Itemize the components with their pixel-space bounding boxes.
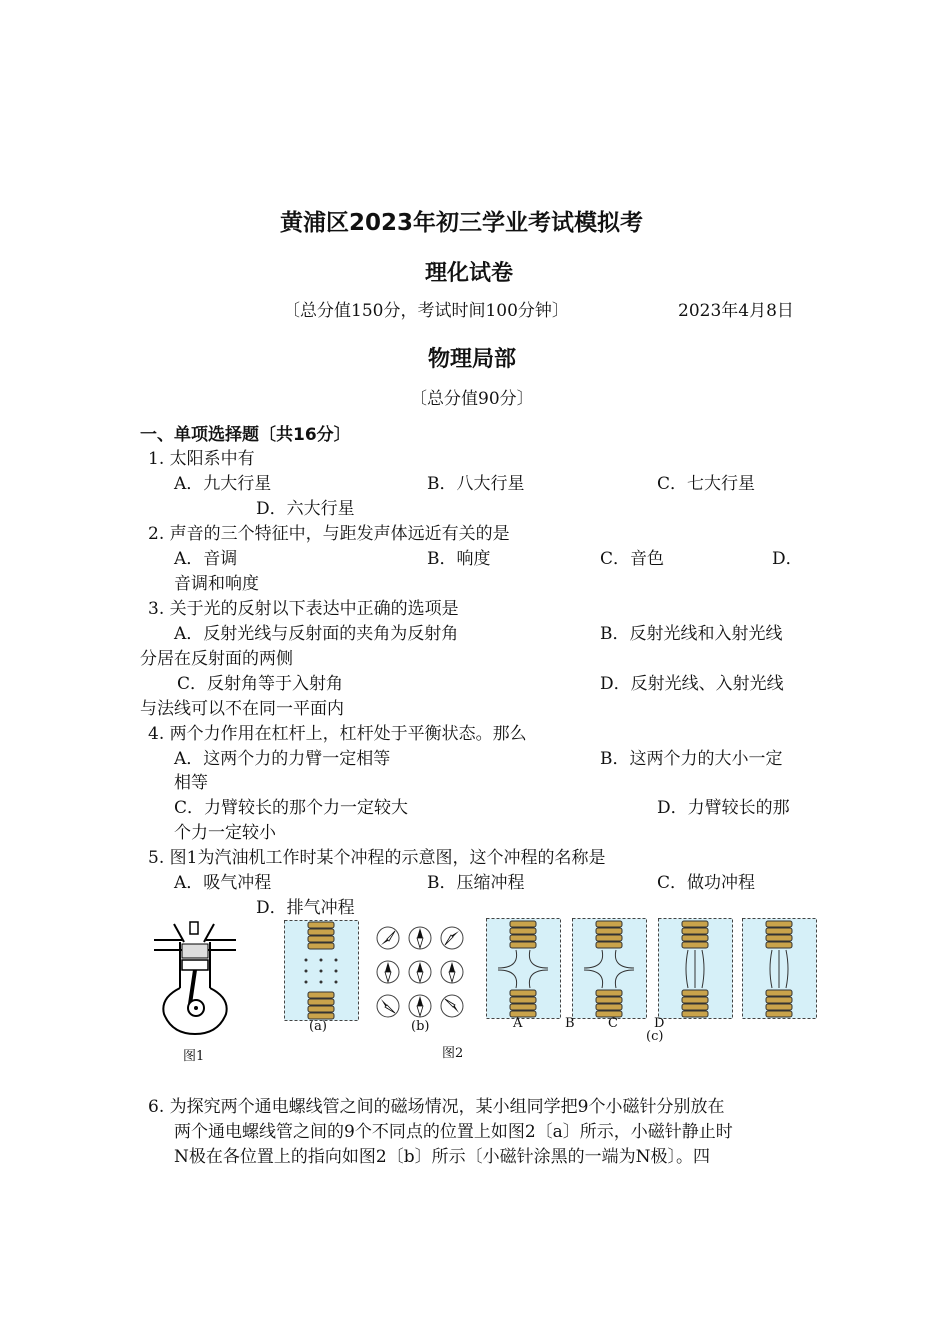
part1-title: 一、单项选择题〔共16分〕 <box>140 425 351 445</box>
q4-option-b: B．这两个力的大小一定 <box>600 749 783 769</box>
q3-option-b: B．反射光线和入射光线 <box>600 624 783 644</box>
q2-option-d-text: 音调和响度 <box>174 574 259 594</box>
exam-note: 〔总分值150分，考试时间100分钟〕 <box>283 301 569 321</box>
fig2b-compass-grid <box>372 924 468 1020</box>
fig2a-label: (a) <box>309 1019 327 1034</box>
fig2c-option-c-diagram <box>658 918 734 1020</box>
q3-stem: 3. 关于光的反射以下表达中正确的选项是 <box>148 599 459 619</box>
fig2c-option-b-label: B <box>565 1016 575 1031</box>
q1-option-c: C．七大行星 <box>657 474 756 494</box>
exam-subtitle: 理化试卷 <box>425 261 514 286</box>
q4-option-b-cont: 相等 <box>174 773 208 793</box>
fig2c-label: (c) <box>646 1029 664 1044</box>
q2-option-a: A．音调 <box>174 549 238 569</box>
q1-option-b: B．八大行星 <box>427 474 525 494</box>
q6-line-2: 两个通电螺线管之间的9个不同点的位置上如图2〔a〕所示，小磁针静止时 <box>174 1122 733 1142</box>
q2-stem: 2. 声音的三个特征中，与距发声体远近有关的是 <box>148 524 510 544</box>
section-title: 物理局部 <box>428 347 517 372</box>
q5-option-a: A．吸气冲程 <box>174 873 272 893</box>
fig1-caption: 图1 <box>183 1049 205 1064</box>
fig2a-coils-diagram <box>284 920 360 1022</box>
exam-title: 黄浦区2023年初三学业考试模拟考 <box>280 210 644 236</box>
exam-date: 2023年4月8日 <box>678 301 794 321</box>
q3-option-b-cont: 分居在反射面的两侧 <box>140 649 293 669</box>
fig2c-option-d-label: D <box>654 1016 665 1031</box>
fig2-caption: 图2 <box>442 1046 464 1061</box>
fig2c-option-b-diagram <box>572 918 648 1020</box>
q5-option-c: C．做功冲程 <box>657 873 756 893</box>
fig2c-option-a-label: A <box>513 1016 523 1031</box>
q2-option-d-label: D． <box>772 549 803 569</box>
q2-option-b: B．响度 <box>427 549 491 569</box>
engine-figure <box>150 918 240 1038</box>
q2-option-c: C．音色 <box>600 549 665 569</box>
q3-option-c: C．反射角等于入射角 <box>177 674 344 694</box>
fig2c-option-a-diagram <box>486 918 562 1020</box>
q4-option-c: C．力臂较长的那个力一定较大 <box>174 798 409 818</box>
q5-option-b: B．压缩冲程 <box>427 873 525 893</box>
q4-option-d-cont: 个力一定较小 <box>174 823 276 843</box>
q3-option-a: A．反射光线与反射面的夹角为反射角 <box>174 624 459 644</box>
q3-option-d: D．反射光线、入射光线 <box>600 674 784 694</box>
q5-stem: 5. 图1为汽油机工作时某个冲程的示意图，这个冲程的名称是 <box>148 848 606 868</box>
q1-stem: 1. 太阳系中有 <box>148 449 255 469</box>
fig2b-label: (b) <box>411 1019 430 1034</box>
q5-option-d: D．排气冲程 <box>256 898 355 918</box>
q4-option-d: D．力臂较长的那 <box>657 798 790 818</box>
q3-option-d-cont: 与法线可以不在同一平面内 <box>140 699 344 719</box>
q1-option-d: D．六大行星 <box>256 499 355 519</box>
fig2c-option-d-diagram <box>742 918 818 1020</box>
fig2c-option-c-label: C <box>608 1016 618 1031</box>
section-note: 〔总分值90分〕 <box>410 389 534 409</box>
q4-stem: 4. 两个力作用在杠杆上，杠杆处于平衡状态。那么 <box>148 724 527 744</box>
q6-line-1: 6. 为探究两个通电螺线管之间的磁场情况，某小组同学把9个小磁针分别放在 <box>148 1097 725 1117</box>
q6-line-3: N极在各位置上的指向如图2〔b〕所示〔小磁针涂黑的一端为N极〕。四 <box>174 1147 710 1167</box>
q1-option-a: A．九大行星 <box>174 474 272 494</box>
q4-option-a: A．这两个力的力臂一定相等 <box>174 749 391 769</box>
